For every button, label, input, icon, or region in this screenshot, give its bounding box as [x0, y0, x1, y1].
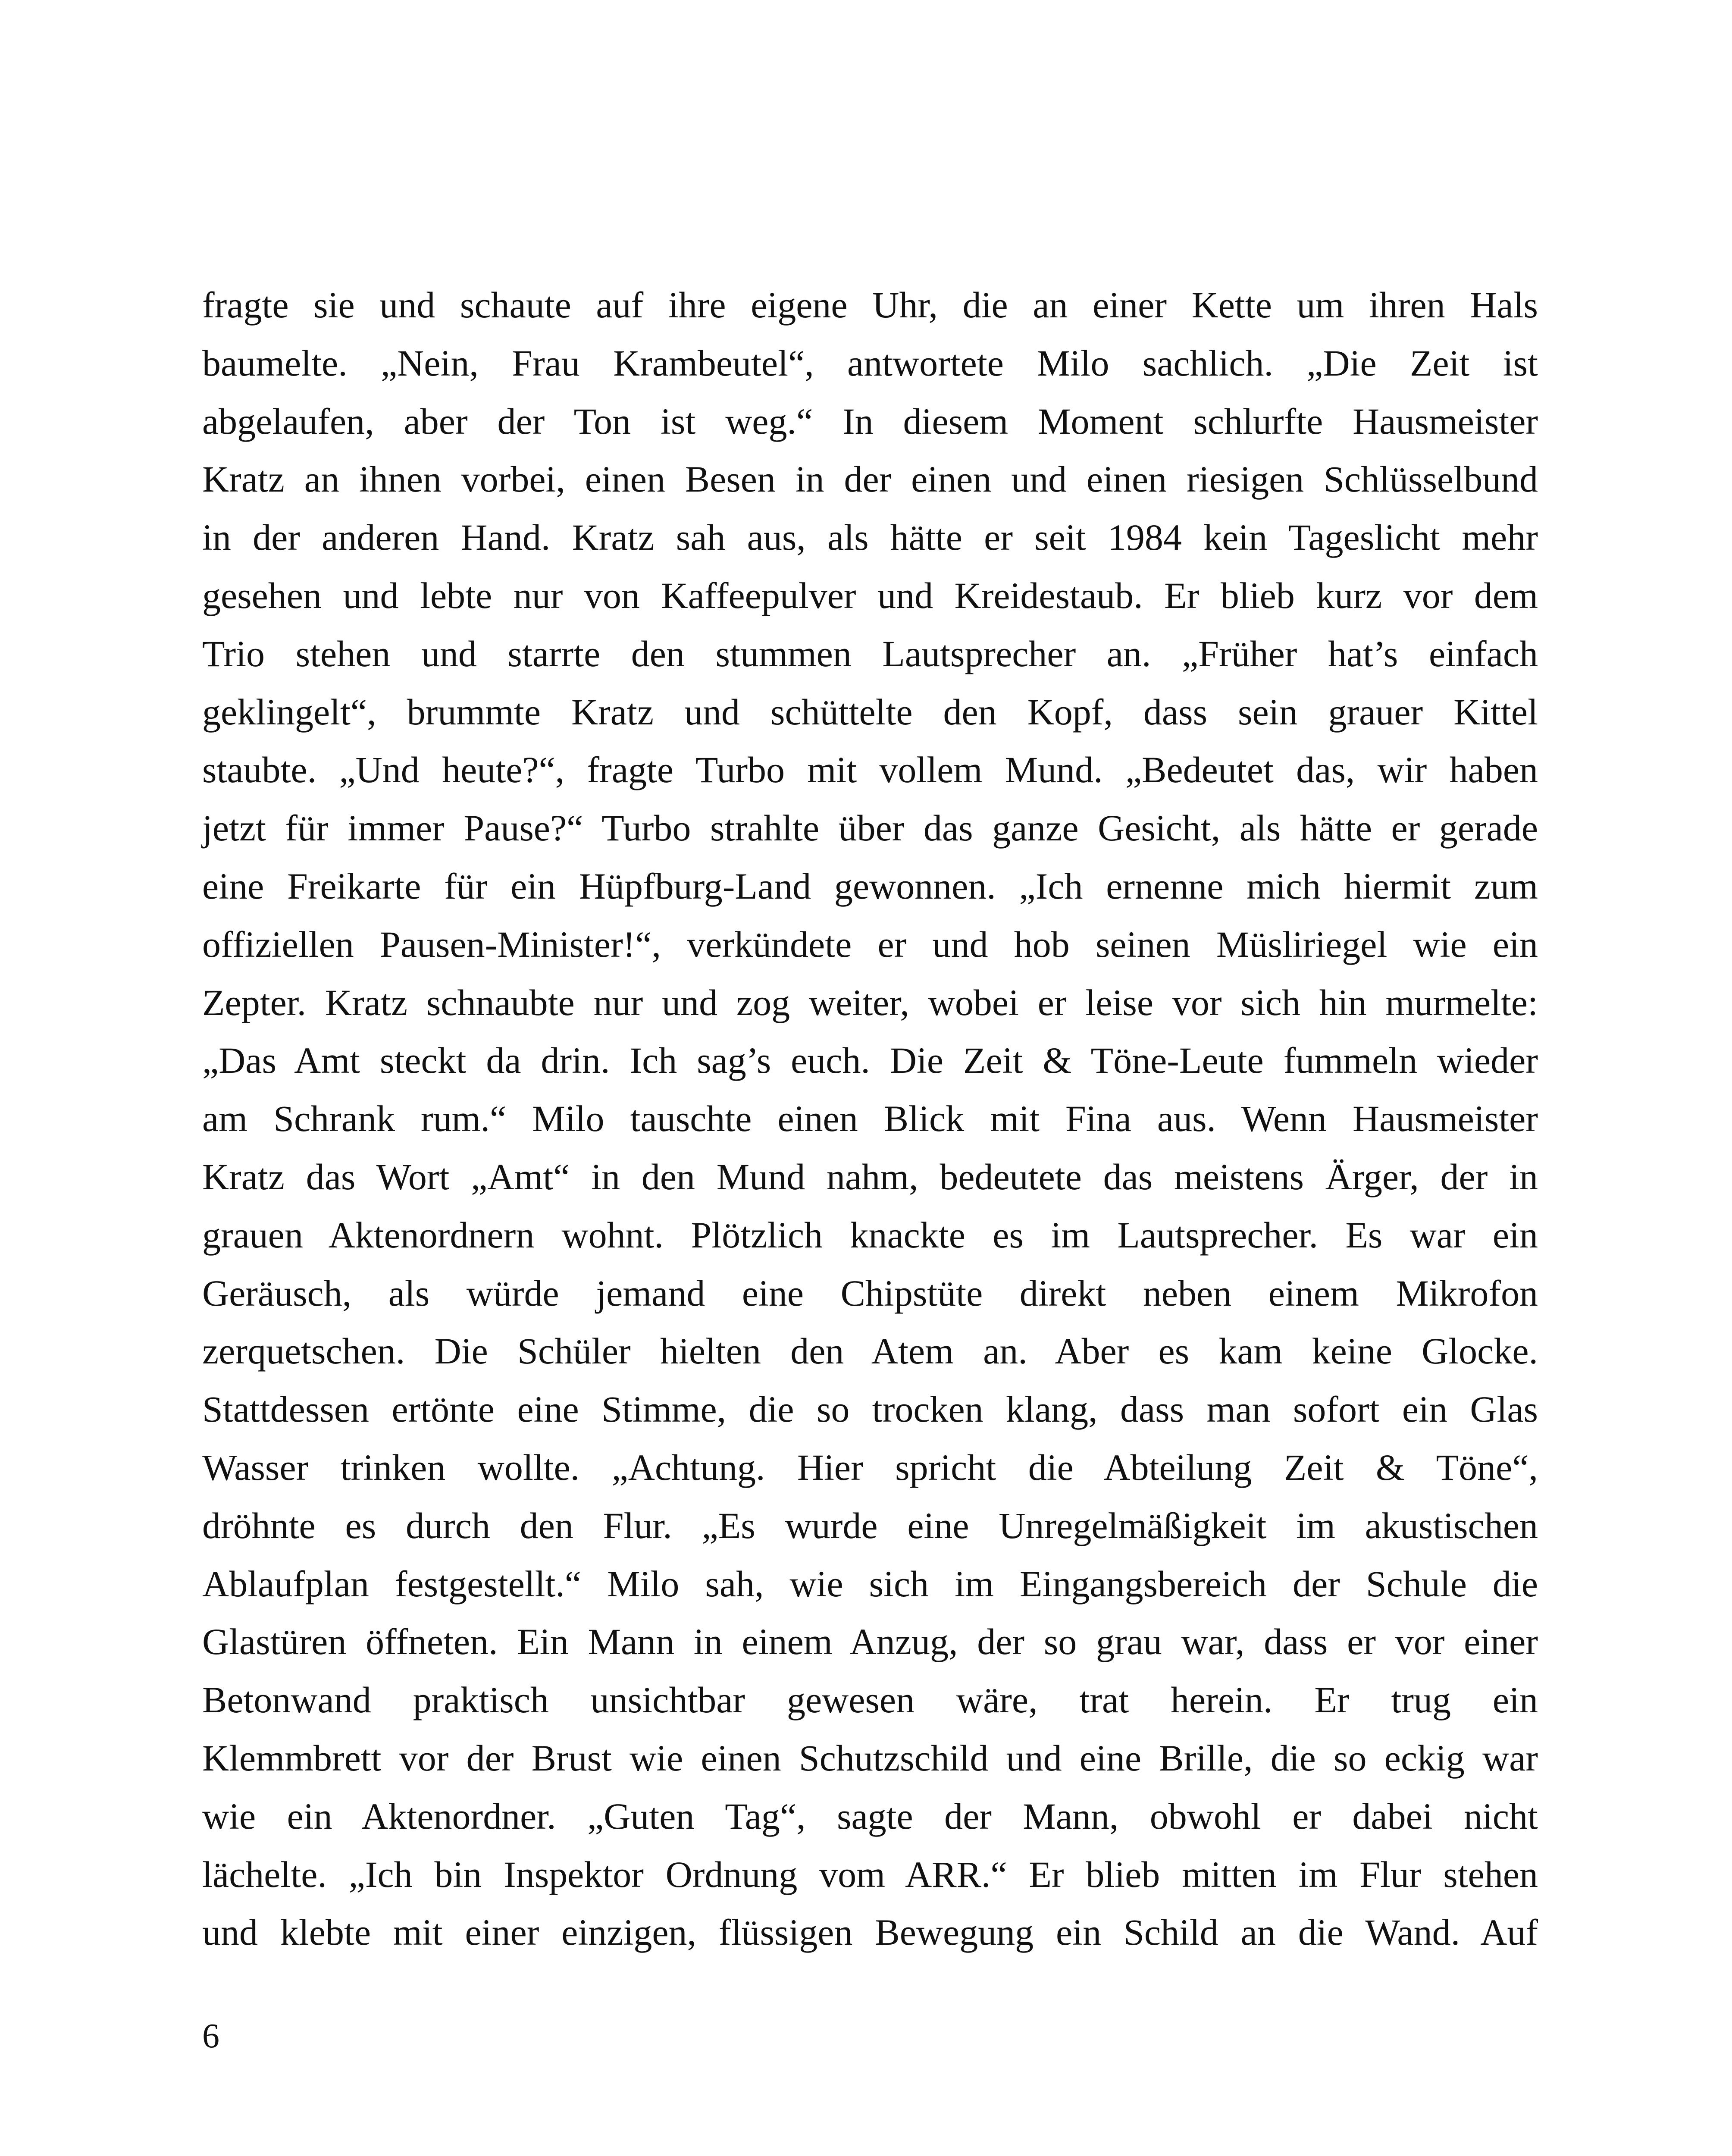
text-line: zerquetschen. Die Schüler hielten den Atem an. Aber es kam keine Glocke. — [202, 1330, 1538, 1372]
text-line: Zepter. Kratz schnaubte nur und zog weiter, wobei er leise vor sich hin murmelte: — [202, 981, 1538, 1023]
text-line: dröhnte es durch den Flur. „Es wurde eine Unregelmäßigkeit im akustischen — [202, 1504, 1538, 1546]
text-line: abgelaufen, aber der Ton ist weg.“ In diesem Moment schlurfte Hausmeister — [202, 400, 1538, 442]
text-line: Wasser trinken wollte. „Achtung. Hier spricht die Abteilung Zeit & Töne“, — [202, 1446, 1538, 1488]
text-line: „Das Amt steckt da drin. Ich sag’s euch. Die Zeit & Töne-Leute fummeln wieder — [202, 1040, 1538, 1081]
text-line: am Schrank rum.“ Milo tauschte einen Blick mit Fina aus. Wenn Hausmeister — [202, 1098, 1538, 1140]
text-line: Kratz an ihnen vorbei, einen Besen in der einen und einen riesigen Schlüsselbund — [202, 458, 1538, 500]
text-line: fragte sie und schaute auf ihre eigene Uhr, die an einer Kette um ihren Hals — [202, 284, 1538, 326]
text-line: lächelte. „Ich bin Inspektor Ordnung vom ARR.“ Er blieb mitten im Flur stehen — [202, 1853, 1538, 1895]
text-line: und klebte mit einer einzigen, flüssigen Bewegung ein Schild an die Wand. Auf — [202, 1912, 1538, 1953]
text-line: Trio stehen und starrte den stummen Lautsprecher an. „Früher hat’s einfach — [202, 633, 1538, 674]
text-line: offiziellen Pausen-Minister!“, verkündete er und hob seinen Müsliriegel wie ein — [202, 923, 1538, 965]
text-line: in der anderen Hand. Kratz sah aus, als hätte er seit 1984 kein Tageslicht mehr — [202, 517, 1538, 558]
text-line: wie ein Aktenordner. „Guten Tag“, sagte der Mann, obwohl er dabei nicht — [202, 1795, 1538, 1837]
text-line: gesehen und lebte nur von Kaffeepulver und Kreidestaub. Er blieb kurz vor dem — [202, 574, 1538, 616]
text-line: Klemmbrett vor der Brust wie einen Schutzschild und eine Brille, die so eckig war — [202, 1737, 1538, 1779]
text-line: geklingelt“, brummte Kratz und schüttelte den Kopf, dass sein grauer Kittel — [202, 691, 1538, 733]
body-text — [202, 276, 1538, 1979]
page-number: 6 — [202, 2017, 219, 2055]
text-line: jetzt für immer Pause?“ Turbo strahlte über das ganze Gesicht, als hätte er gerade — [202, 807, 1538, 849]
text-line: grauen Aktenordnern wohnt. Plötzlich knackte es im Lautsprecher. Es war ein — [202, 1214, 1538, 1256]
text-line: Betonwand praktisch unsichtbar gewesen wäre, trat herein. Er trug ein — [202, 1679, 1538, 1721]
text-line: Kratz das Wort „Amt“ in den Mund nahm, bedeutete das meistens Ärger, der in — [202, 1156, 1538, 1197]
text-line: Glastüren öffneten. Ein Mann in einem Anzug, der so grau war, dass er vor einer — [202, 1621, 1538, 1663]
text-line: eine Freikarte für ein Hüpfburg-Land gewonnen. „Ich ernenne mich hiermit zum — [202, 865, 1538, 907]
text-line: baumelte. „Nein, Frau Krambeutel“, antwortete Milo sachlich. „Die Zeit ist — [202, 342, 1538, 384]
text-line: Ablaufplan festgestellt.“ Milo sah, wie sich im Eingangsbereich der Schule die — [202, 1563, 1538, 1604]
text-line: Stattdessen ertönte eine Stimme, die so trocken klang, dass man sofort ein Glas — [202, 1388, 1538, 1430]
text-line: staubte. „Und heute?“, fragte Turbo mit vollem Mund. „Bedeutet das, wir haben — [202, 749, 1538, 791]
text-line: Geräusch, als würde jemand eine Chipstüte direkt neben einem Mikrofon — [202, 1272, 1538, 1314]
